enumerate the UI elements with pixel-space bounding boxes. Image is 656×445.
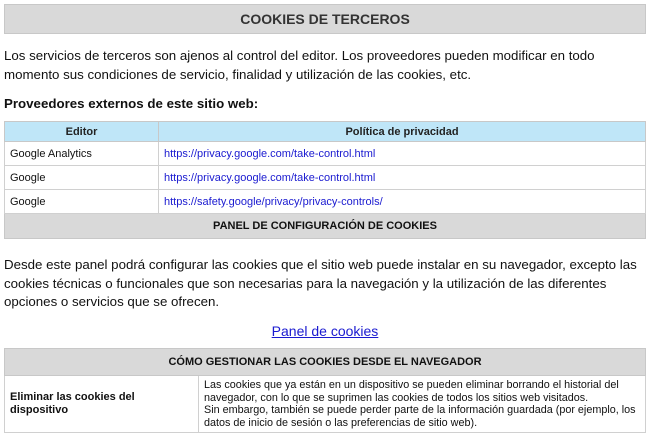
privacy-policy-link[interactable]: https://safety.google/privacy/privacy-controls/ <box>164 195 383 208</box>
policy-cell <box>159 166 646 190</box>
panel-config-title-row <box>5 214 646 239</box>
column-header-editor: Editor <box>5 122 159 142</box>
privacy-policy-link[interactable]: https://privacy.google.com/take-control.html <box>164 147 376 160</box>
editor-cell: Google <box>5 190 159 214</box>
panel-description: Desde este panel podrá configurar las cookies que el sitio web puede instalar en su navegador, excepto las cookies técnicas o funcionales que son necesarias para la navegación y la utilización de las diferentes opciones o servicios que se ofrecen. <box>4 257 637 309</box>
browser-table-header-row <box>5 349 646 376</box>
providers-heading: Proveedores externos de este sitio web: <box>4 96 259 111</box>
page-title: COOKIES DE TERCEROS <box>4 4 646 34</box>
intro-text: Los servicios de terceros son ajenos al control del editor. Los proveedores pueden modificar en todo momento sus condiciones de servicio, finalidad y utilización de las cookies, etc. <box>4 48 595 82</box>
table-header-row <box>5 122 646 142</box>
browser-management-table <box>4 348 646 433</box>
table-row <box>5 166 646 190</box>
editor-cell: Google Analytics <box>5 142 159 166</box>
policy-cell <box>159 142 646 166</box>
cookies-panel-link[interactable]: Panel de cookies <box>271 323 379 339</box>
description-paragraph: Las cookies que ya están en un dispositivo se pueden eliminar borrando el historial del navegador, con lo que se suprimen las cookies de todos los sitios web visitados. <box>204 379 619 404</box>
column-header-privacy-policy: Política de privacidad <box>159 122 646 142</box>
description-paragraph: Sin embargo, también se puede perder parte de la información guardada (por ejemplo, los datos de inicio de sesión o las preferencias de sitio web). <box>204 404 636 429</box>
policy-cell <box>159 190 646 214</box>
providers-table <box>4 121 646 239</box>
panel-config-title: PANEL DE CONFIGURACIÓN DE COOKIES <box>5 214 646 239</box>
table-row <box>5 376 646 433</box>
editor-cell: Google <box>5 166 159 190</box>
table-row <box>5 190 646 214</box>
privacy-policy-link[interactable]: https://privacy.google.com/take-control.html <box>164 171 376 184</box>
delete-cookies-label: Eliminar las cookies del dispositivo <box>5 376 199 433</box>
table-row <box>5 142 646 166</box>
cookies-panel-link-container <box>0 323 650 339</box>
delete-cookies-description <box>199 376 646 433</box>
browser-table-title: CÓMO GESTIONAR LAS COOKIES DESDE EL NAVEGADOR <box>5 349 646 376</box>
